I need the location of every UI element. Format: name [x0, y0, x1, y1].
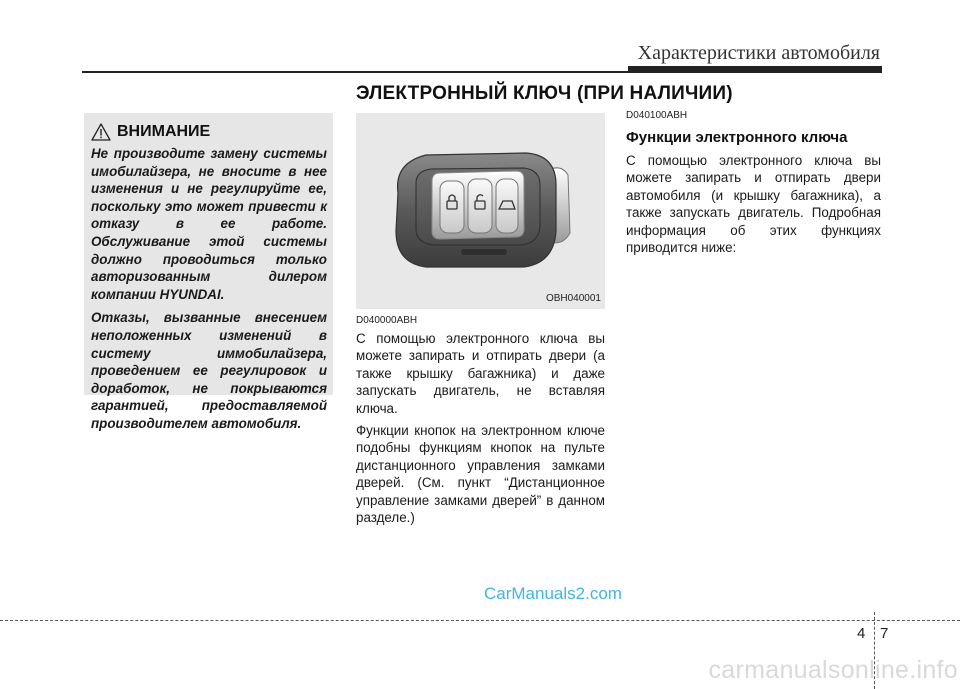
- body-paragraph: С помощью электронного ключа вы можете запирать и отпирать двери (а также крышку багажника) и даже запускать двигатель, не вставляя ключа.: [356, 331, 605, 416]
- right-column: [626, 110, 881, 261]
- warning-box: [84, 113, 333, 431]
- warning-paragraph: Отказы, вызванные внесением неположенных изменений в систему иммобилайзера, проведением ее регулировок и доработок, не покрываются гарантией, предоставляемой производителем автомобиля.: [91, 310, 327, 431]
- page-number: 7: [880, 625, 889, 642]
- header-section-title: Характеристики автомобиля: [637, 42, 880, 64]
- warning-title: ВНИМАНИЕ: [117, 123, 211, 140]
- warning-paragraph: Не производите замену системы имобилайзера, не вносите в нее изменения и не регулируйте ее, поскольку это может привести к отказу в ее работе. Обслуживание этой системы должно проводиться только авторизованным дилером компании HYUNDAI.: [91, 146, 327, 302]
- middle-column: [356, 315, 605, 531]
- header-rule: [82, 71, 882, 73]
- figure-code: OBH040001: [545, 293, 601, 304]
- body-paragraph: Функции кнопок на электронном ключе подобны функциям кнопок на пульте дистанционного управления замками дверей. (См. пункт “Дистанционное управление замками дверей” в данном разделе.): [356, 423, 605, 526]
- warning-header: [91, 121, 327, 143]
- body-paragraph: С помощью электронного ключа вы можете запирать и отпирать двери автомобиля (и крышку багажника), а также запускать двигатель. Подробная информация об этих функциях приводится ниже:: [626, 153, 881, 256]
- subsection-heading: Функции электронного ключа: [626, 129, 848, 146]
- watermark-bottom: carmanualsonline.info: [708, 656, 958, 684]
- doc-code: D040100ABH: [626, 110, 688, 121]
- watermark-link[interactable]: CarManuals2.com: [484, 584, 622, 603]
- doc-code: D040000ABH: [356, 315, 418, 326]
- smart-key-fob-image: [356, 113, 605, 309]
- warning-triangle-icon: [91, 123, 111, 141]
- section-title: ЭЛЕКТРОННЫЙ КЛЮЧ (ПРИ НАЛИЧИИ): [356, 83, 733, 104]
- smart-key-figure: [356, 113, 605, 309]
- page-chapter-number: 4: [857, 625, 866, 642]
- footer-rule: [0, 620, 960, 621]
